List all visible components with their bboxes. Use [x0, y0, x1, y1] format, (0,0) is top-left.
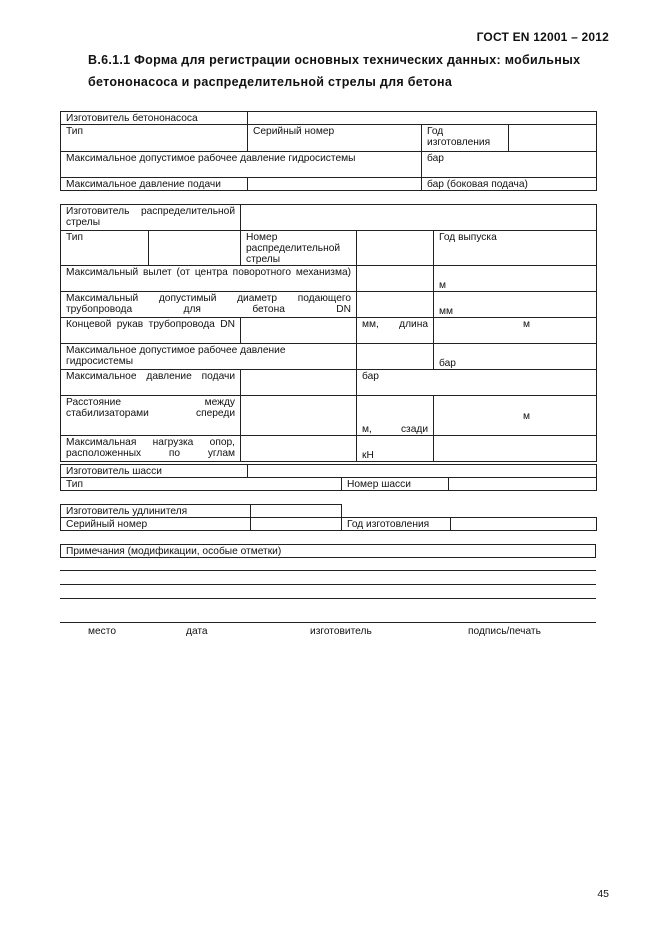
boom-max-reach-unit: м [434, 266, 597, 292]
extender-manufacturer-label: Изготовитель удлинителя [61, 505, 251, 518]
pump-year-field[interactable] [509, 125, 597, 152]
boom-max-diameter-label: Максимальный допустимый диаметр подающего трубопровода для бетона DN [61, 292, 357, 318]
pump-max-pressure-unit: бар [422, 152, 597, 178]
boom-max-load-label: Максимальная нагрузка опор, расположенных по углам [61, 436, 241, 462]
boom-max-diameter-unit: мм [434, 292, 597, 318]
pump-max-delivery-field[interactable] [248, 178, 422, 191]
pump-max-delivery-label: Максимальное давление подачи [61, 178, 248, 191]
boom-max-pressure-label: Максимальное допустимое рабочее давление гидросистемы [61, 344, 357, 370]
boom-table [60, 204, 597, 462]
signature-line[interactable] [60, 622, 596, 623]
boom-max-delivery-unit: бар [357, 370, 597, 396]
pump-serial-label: Серийный номер [253, 126, 335, 137]
extender-blank [342, 505, 597, 518]
notes-table [60, 544, 596, 558]
pump-manufacturer-label: Изготовитель бетононасоса [61, 112, 248, 125]
pump-serial-cell [248, 125, 422, 152]
boom-number-label: Номер распределительной стрелы [241, 231, 357, 266]
boom-outrigger-label: Расстояние между стабилизаторами спереди [61, 396, 241, 436]
extender-table [60, 504, 597, 531]
pump-year-label: Год изготовления [427, 126, 491, 148]
boom-end-hose-length-label: мм, длина [357, 318, 434, 344]
signature-date: дата [186, 626, 208, 637]
boom-manufacturer-field[interactable] [241, 205, 597, 231]
boom-max-delivery-field[interactable] [241, 370, 357, 396]
section-title: B.6.1.1 Форма для регистрации основных технических данных: мобильных бетононасоса и распределительной стрелы для бетона [88, 53, 581, 89]
page-number: 45 [597, 888, 609, 900]
boom-max-load-unit: кН [357, 436, 434, 462]
chassis-table [60, 464, 597, 491]
boom-outrigger-rear-label: м, сзади [357, 396, 434, 436]
extender-year-field[interactable] [451, 518, 597, 531]
boom-max-load-field[interactable] [241, 436, 357, 462]
extender-manufacturer-field[interactable] [251, 505, 342, 518]
boom-max-delivery-label: Максимальное давление подачи [61, 370, 241, 396]
boom-year-label: Год выпуска [434, 231, 597, 266]
boom-outrigger-rear-unit: м [434, 396, 597, 436]
boom-max-diameter-field[interactable] [357, 292, 434, 318]
boom-end-hose-label: Концевой рукав трубопровода DN [61, 318, 241, 344]
signature-sign: подпись/печать [468, 626, 541, 637]
boom-end-hose-length-unit: м [434, 318, 597, 344]
chassis-manufacturer-label: Изготовитель шасси [61, 465, 248, 478]
boom-number-field[interactable] [357, 231, 434, 266]
notes-line-3[interactable] [60, 598, 596, 599]
chassis-number-label: Номер шасси [342, 478, 449, 491]
boom-manufacturer-label: Изготовитель распределительной стрелы [61, 205, 241, 231]
boom-max-reach-label: Максимальный вылет (от центра поворотного механизма) [61, 266, 357, 292]
boom-type-field[interactable] [149, 231, 241, 266]
boom-max-load-extra[interactable] [434, 436, 597, 462]
boom-max-pressure-unit: бар [434, 344, 597, 370]
notes-line-2[interactable] [60, 584, 596, 585]
chassis-number-field[interactable] [449, 478, 597, 491]
extender-year-label: Год изготовления [342, 518, 451, 531]
pump-max-pressure-label: Максимальное допустимое рабочее давление гидросистемы [61, 152, 422, 178]
pump-manufacturer-field[interactable] [248, 112, 597, 125]
chassis-type-label: Тип [61, 478, 342, 491]
signature-place: место [88, 626, 116, 637]
notes-line-1[interactable] [60, 570, 596, 571]
pump-max-delivery-unit: бар (боковая подача) [422, 178, 597, 191]
boom-type-label: Тип [61, 231, 149, 266]
pump-year-cell [422, 125, 509, 152]
chassis-manufacturer-field[interactable] [248, 465, 597, 478]
boom-outrigger-field[interactable] [241, 396, 357, 436]
signature-manufacturer: изготовитель [310, 626, 372, 637]
pump-table [60, 111, 597, 191]
boom-max-pressure-field[interactable] [357, 344, 434, 370]
notes-label: Примечания (модификации, особые отметки) [61, 545, 596, 558]
standard-header: ГОСТ EN 12001 – 2012 [476, 30, 609, 44]
boom-max-reach-field[interactable] [357, 266, 434, 292]
extender-serial-field[interactable] [251, 518, 342, 531]
pump-type-label: Тип [61, 125, 248, 152]
extender-serial-label: Серийный номер [61, 518, 251, 531]
boom-end-hose-field[interactable] [241, 318, 357, 344]
